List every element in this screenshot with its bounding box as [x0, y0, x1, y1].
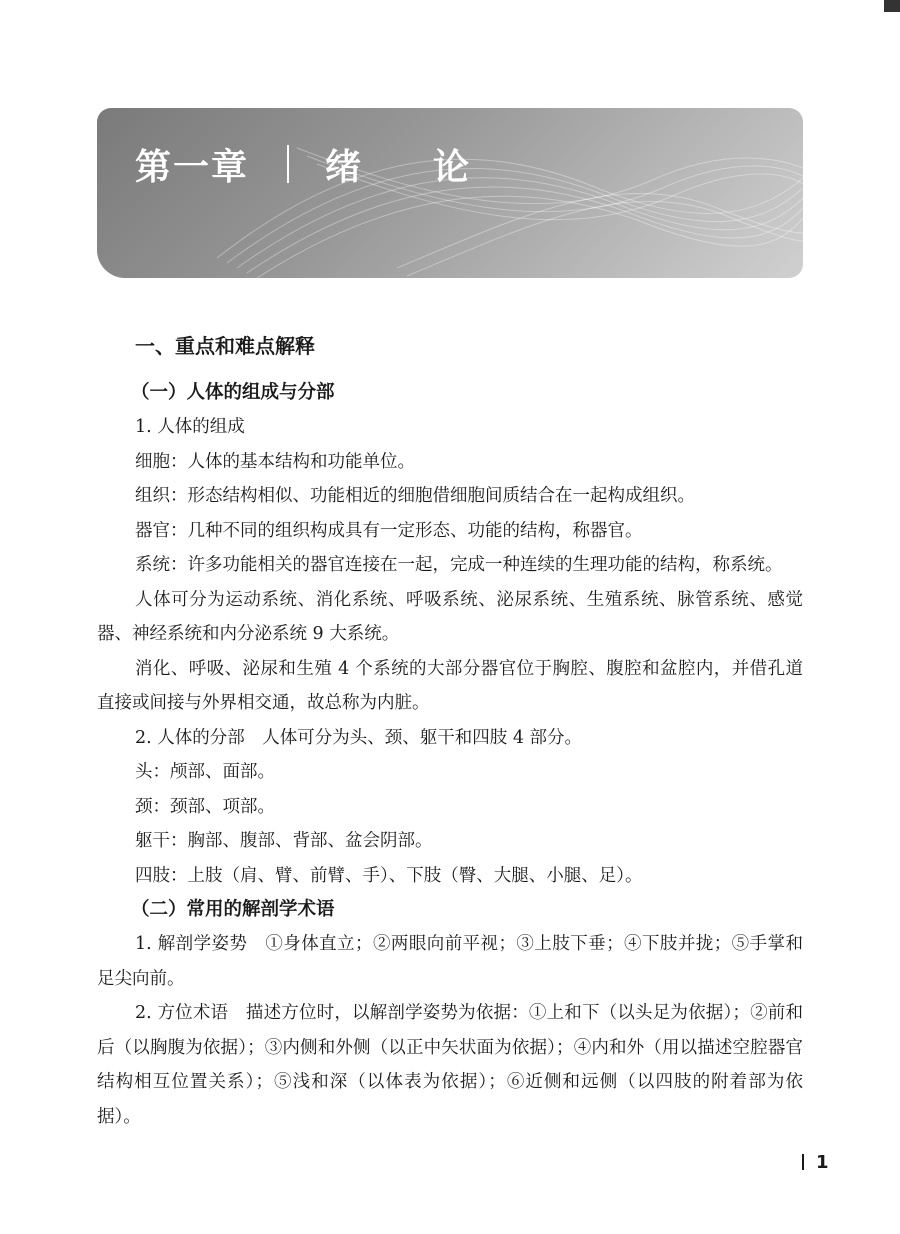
paragraph: 2. 人体的分部 人体可分为头、颈、躯干和四肢 4 部分。	[135, 727, 583, 748]
paragraph: 2. 方位术语 描述方位时，以解剖学姿势为依据：①上和下（以头足为依据）；②前和后（以胸腹为依据）；③内侧和外侧（以正中矢状面为依据）；④内和外（用以描述空腔器官结构相互位置关系）；⑤浅和深（以体表为依据）；⑥近侧和远侧（以四肢的附着部为依据）。	[97, 1003, 803, 1127]
page-number: 1	[816, 1151, 829, 1173]
page-number-bar	[802, 1154, 804, 1170]
page-corner-mark	[884, 0, 900, 12]
page-footer	[802, 1150, 829, 1174]
paragraph: 消化、呼吸、泌尿和生殖 4 个系统的大部分器官位于胸腔、腹腔和盆腔内，并借孔道直接或间接与外界相交通，故总称为内脏。	[97, 658, 803, 713]
chapter-number: 第一章	[135, 146, 250, 188]
paragraph: 1. 人体的组成	[135, 417, 245, 437]
subsection-heading: （二）常用的解剖学术语	[131, 899, 335, 920]
chapter-name: 绪论	[325, 146, 542, 188]
chapter-title	[135, 134, 541, 194]
paragraph: 颈：颈部、项部。	[135, 796, 275, 817]
page-content	[97, 326, 803, 1134]
paragraph: 器官：几种不同的组织构成具有一定形态、功能的结构，称器官。	[135, 520, 643, 541]
paragraph: 头：颅部、面部。	[135, 762, 275, 782]
paragraph: 躯干：胸部、腹部、背部、盆会阴部。	[135, 831, 433, 851]
paragraph: 细胞：人体的基本结构和功能单位。	[135, 451, 415, 472]
section-heading: 一、重点和难点解释	[135, 334, 315, 358]
subsection-heading: （一）人体的组成与分部	[131, 382, 335, 403]
title-divider	[287, 145, 289, 183]
paragraph: 组织：形态结构相似、功能相近的细胞借细胞间质结合在一起构成组织。	[135, 486, 695, 506]
paragraph: 系统：许多功能相关的器官连接在一起，完成一种连续的生理功能的结构，称系统。	[135, 555, 783, 575]
paragraph: 四肢：上肢（肩、臂、前臂、手）、下肢（臀、大腿、小腿、足）。	[135, 865, 643, 886]
chapter-banner	[97, 108, 803, 278]
paragraph: 人体可分为运动系统、消化系统、呼吸系统、泌尿系统、生殖系统、脉管系统、感觉器、神经系统和内分泌系统 9 大系统。	[97, 589, 803, 644]
paragraph: 1. 解剖学姿势 ①身体直立；②两眼向前平视；③上肢下垂；④下肢并拢；⑤手掌和足尖向前。	[97, 934, 803, 989]
